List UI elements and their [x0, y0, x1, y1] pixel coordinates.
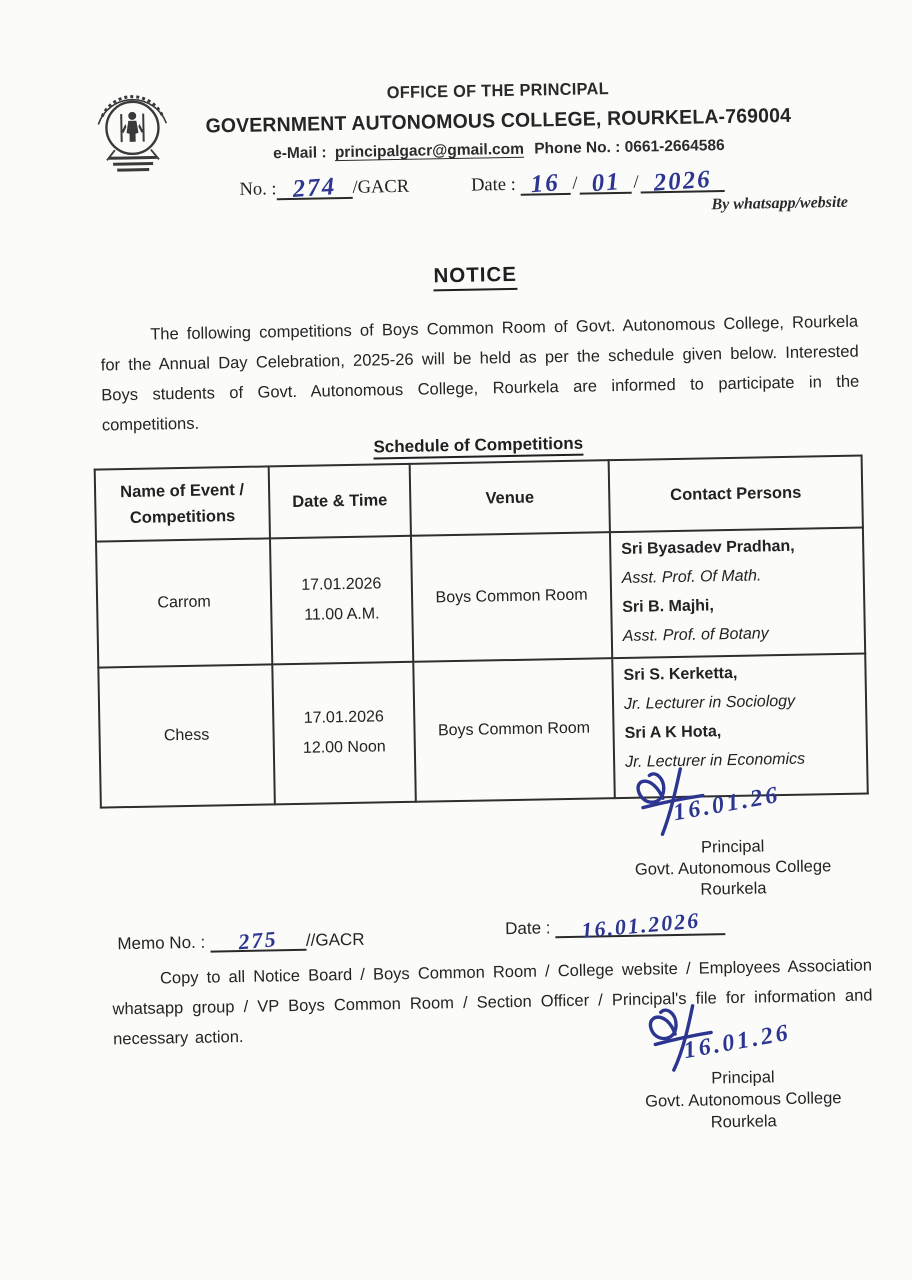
letterhead: [122, 74, 875, 166]
notice-heading: NOTICE: [95, 257, 855, 295]
contacts-cell: [610, 528, 865, 659]
date-separator: /: [633, 172, 639, 193]
event-cell: Chess: [98, 664, 275, 807]
memo-date: [505, 907, 725, 943]
handwritten-day: 16: [530, 169, 561, 199]
date-month-field: [579, 167, 631, 198]
handwritten-month: 01: [590, 168, 622, 198]
memo-label: Memo No. :: [117, 932, 206, 954]
col-header-event: Name of Event / Competitions: [95, 466, 270, 541]
memo-suffix: //GACR: [305, 929, 365, 950]
event-cell: Carrom: [96, 538, 272, 667]
contact-name: Sri A K Hota,: [624, 723, 722, 742]
date-label: Date :: [470, 174, 516, 196]
contact-title: Asst. Prof. Of Math.: [621, 567, 762, 587]
memo-date-field: [555, 907, 725, 943]
handwritten-memo-date: 16.01.2026: [579, 907, 701, 943]
ref-no-suffix: /GACR: [352, 176, 410, 198]
handwritten-signature-date: 16.01.26: [671, 781, 783, 827]
email-address: principalgacr@gmail.com: [334, 140, 525, 162]
contact-title: Jr. Lecturer in Economics: [624, 750, 806, 771]
signatory-designation: Principal Govt. Autonomous College Rourkela: [645, 1068, 842, 1132]
memo-reference: [117, 926, 365, 955]
venue-cell: Boys Common Room: [411, 532, 612, 662]
col-header-datetime: Date & Time: [269, 464, 411, 539]
col-header-contacts: Contact Persons: [609, 456, 863, 533]
office-title: OFFICE OF THE PRINCIPAL: [386, 79, 610, 103]
venue-cell: Boys Common Room: [413, 658, 615, 802]
datetime-cell: 17.01.2026 12.00 Noon: [272, 662, 416, 805]
handwritten-year: 2026: [652, 165, 713, 197]
ref-no-field: [276, 172, 352, 204]
contact-name: Sri B. Majhi,: [622, 597, 715, 616]
handwritten-signature-date: 16.01.26: [681, 1019, 793, 1065]
handwritten-memo-no: 275: [237, 926, 279, 955]
date-day-field: [520, 168, 570, 199]
contact-name: Sri Byasadev Pradhan,: [621, 537, 795, 558]
col-header-venue: Venue: [410, 460, 610, 536]
distribution-channel-note: By whatsapp/website: [711, 193, 849, 214]
table-row-carrom: [96, 528, 865, 668]
notice-body: The following competitions of Boys Common Room of Govt. Autonomous College, Rourkela for the Annual Day Celebration, 2025-26 will be held as per the schedule given below. Interested Boys students of Govt. Autonomous College, Rourkela are informed to participate in the competitions.: [100, 312, 860, 435]
ref-no-label: No. :: [239, 179, 277, 200]
signatory-designation: Principal Govt. Autonomous College Rourkela: [634, 837, 832, 899]
memo-no-field: [210, 927, 306, 953]
reference-line: [239, 165, 725, 204]
principal-signature-block: [587, 1000, 899, 1136]
date-separator: /: [572, 173, 578, 194]
date-year-field: [640, 165, 724, 197]
contact-line: [123, 134, 875, 166]
copy-to-paragraph: Copy to all Notice Board / Boys Common Room / College website / Employees Association whatsapp group / VP Boys Common Room / Section Officer / Principal's file for information and necessary action.: [112, 956, 873, 1049]
contact-title: Asst. Prof. of Botany: [622, 625, 769, 645]
phone-number: Phone No. : 0661-2664586: [534, 137, 725, 158]
schedule-table: [94, 455, 869, 809]
college-name: GOVERNMENT AUTONOMOUS COLLEGE, ROURKELA-769004: [205, 104, 792, 138]
datetime-cell: 17.01.2026 11.00 A.M.: [270, 536, 413, 665]
contact-name: Sri S. Kerketta,: [623, 664, 738, 684]
schedule-heading: Schedule of Competitions: [98, 429, 858, 463]
contact-title: Jr. Lecturer in Sociology: [623, 692, 796, 713]
handwritten-ref-no: 274: [292, 173, 338, 204]
principal-signature-block: [576, 762, 888, 903]
memo-date-label: Date :: [505, 918, 551, 939]
email-label: e-Mail :: [272, 144, 327, 163]
